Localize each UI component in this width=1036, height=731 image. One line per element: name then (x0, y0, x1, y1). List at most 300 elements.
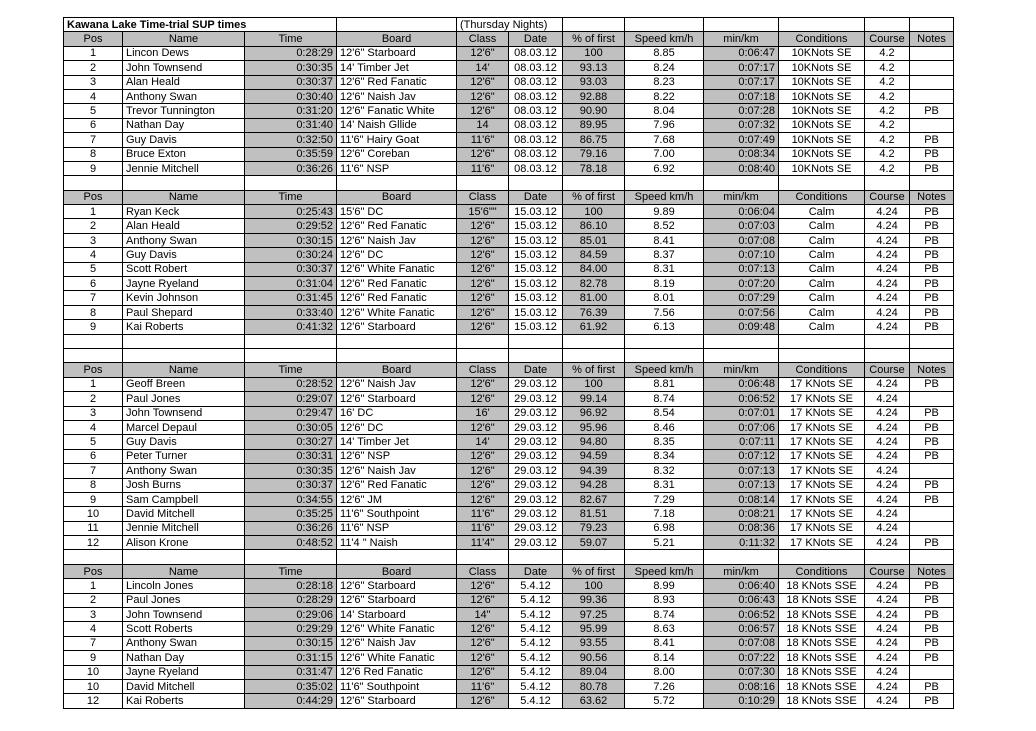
cell-course: 4.2 (865, 161, 910, 175)
spacer-row (64, 348, 954, 362)
cell-class: 12'6" (457, 579, 509, 593)
table-row (64, 262, 954, 276)
cell-course: 4.24 (865, 392, 910, 406)
cell-pct-first: 61.92 (563, 320, 625, 334)
cell-course: 4.24 (865, 233, 910, 247)
cell-board: 14' Timber Jet (337, 435, 457, 449)
cell-notes: PB (910, 449, 954, 463)
cell-date: 08.03.12 (509, 61, 563, 75)
cell-notes: PB (910, 133, 954, 147)
cell-min-per-km: 0:07:20 (704, 277, 779, 291)
cell-pos: 9 (64, 161, 123, 175)
cell-notes: PB (910, 161, 954, 175)
cell-pos: 2 (64, 392, 123, 406)
cell-speed: 8.93 (625, 593, 704, 607)
cell-pos: 1 (64, 579, 123, 593)
cell-pct-first: 79.16 (563, 147, 625, 161)
column-header-board: Board (337, 32, 457, 46)
cell-conditions: 18 KNots SSE (779, 579, 865, 593)
cell-board: 11'6" Southpoint (337, 507, 457, 521)
column-header-notes: Notes (910, 190, 954, 204)
column-header-pct-first: % of first (563, 564, 625, 578)
cell-date: 5.4.12 (509, 608, 563, 622)
cell-course: 4.24 (865, 579, 910, 593)
table-row (64, 277, 954, 291)
cell-course: 4.24 (865, 291, 910, 305)
table-row (64, 133, 954, 147)
cell-speed: 6.13 (625, 320, 704, 334)
cell-speed: 6.98 (625, 521, 704, 535)
cell-date: 15.03.12 (509, 248, 563, 262)
cell-speed: 9.89 (625, 205, 704, 219)
table-row (64, 89, 954, 103)
cell-course: 4.24 (865, 377, 910, 391)
cell-board: 12'6" Naish Jav (337, 464, 457, 478)
cell-notes: PB (910, 622, 954, 636)
cell-speed: 8.34 (625, 449, 704, 463)
cell-class: 12'6" (457, 277, 509, 291)
cell-date: 15.03.12 (509, 291, 563, 305)
table-row (64, 464, 954, 478)
cell-date: 29.03.12 (509, 464, 563, 478)
cell-time: 0:30:15 (245, 636, 337, 650)
cell-course: 4.24 (865, 262, 910, 276)
cell-notes (910, 392, 954, 406)
cell-speed: 8.00 (625, 665, 704, 679)
cell-conditions: 18 KNots SSE (779, 608, 865, 622)
cell-min-per-km: 0:07:28 (704, 104, 779, 118)
cell-course: 4.24 (865, 636, 910, 650)
column-header-date: Date (509, 190, 563, 204)
cell-speed: 8.37 (625, 248, 704, 262)
cell-board: 14' Timber Jet (337, 61, 457, 75)
cell-course: 4.24 (865, 449, 910, 463)
cell-class: 16' (457, 406, 509, 420)
cell-notes: PB (910, 305, 954, 319)
cell-time: 0:25:43 (245, 205, 337, 219)
cell-board: 16' DC (337, 406, 457, 420)
cell-course: 4.24 (865, 277, 910, 291)
cell-conditions: 18 KNots SSE (779, 679, 865, 693)
table-row (64, 305, 954, 319)
cell-pos: 3 (64, 233, 123, 247)
cell-pct-first: 81.00 (563, 291, 625, 305)
cell-class: 14 (457, 118, 509, 132)
cell-course: 4.24 (865, 420, 910, 434)
cell-class: 12'6" (457, 262, 509, 276)
cell-speed: 8.04 (625, 104, 704, 118)
cell-min-per-km: 0:09:48 (704, 320, 779, 334)
cell-time: 0:31:45 (245, 291, 337, 305)
cell-class: 12'6" (457, 46, 509, 60)
table-row (64, 579, 954, 593)
cell-date: 29.03.12 (509, 377, 563, 391)
cell-conditions: Calm (779, 262, 865, 276)
cell-speed: 7.68 (625, 133, 704, 147)
cell-class: 11'6" (457, 521, 509, 535)
cell-pct-first: 84.00 (563, 262, 625, 276)
cell-name: Alan Heald (123, 75, 245, 89)
cell-pos: 8 (64, 305, 123, 319)
cell-pos: 4 (64, 248, 123, 262)
cell-pct-first: 86.10 (563, 219, 625, 233)
cell-date: 15.03.12 (509, 305, 563, 319)
cell-time: 0:31:47 (245, 665, 337, 679)
cell-conditions: 10KNots SE (779, 118, 865, 132)
cell-speed: 8.19 (625, 277, 704, 291)
cell-notes (910, 118, 954, 132)
cell-notes: PB (910, 420, 954, 434)
cell-notes: PB (910, 248, 954, 262)
cell-speed: 7.56 (625, 305, 704, 319)
cell-pct-first: 82.67 (563, 492, 625, 506)
cell-pos: 3 (64, 75, 123, 89)
cell-speed: 7.00 (625, 147, 704, 161)
cell-pct-first: 63.62 (563, 694, 625, 708)
cell-class: 12'6" (457, 478, 509, 492)
cell-name: Jayne Ryeland (123, 277, 245, 291)
cell-class: 12'6" (457, 147, 509, 161)
cell-class: 12'6" (457, 377, 509, 391)
cell-pos: 1 (64, 46, 123, 60)
cell-course: 4.2 (865, 133, 910, 147)
cell-time: 0:31:20 (245, 104, 337, 118)
cell-name: Marcel Depaul (123, 420, 245, 434)
cell-notes: PB (910, 478, 954, 492)
table-row (64, 233, 954, 247)
cell-pct-first: 100 (563, 579, 625, 593)
cell-speed: 8.32 (625, 464, 704, 478)
cell-board: 12'6" Red Fanatic (337, 75, 457, 89)
cell-min-per-km: 0:06:52 (704, 608, 779, 622)
cell-notes: PB (910, 277, 954, 291)
cell-min-per-km: 0:07:17 (704, 61, 779, 75)
cell-name: David Mitchell (123, 679, 245, 693)
cell-date: 5.4.12 (509, 593, 563, 607)
cell-pct-first: 78.18 (563, 161, 625, 175)
cell-notes: PB (910, 291, 954, 305)
table-row (64, 406, 954, 420)
cell-date: 5.4.12 (509, 679, 563, 693)
table-row (64, 118, 954, 132)
cell-speed: 8.74 (625, 392, 704, 406)
cell-pos: 7 (64, 636, 123, 650)
column-header-class: Class (457, 564, 509, 578)
cell-course: 4.24 (865, 478, 910, 492)
cell-speed: 8.35 (625, 435, 704, 449)
cell-time: 0:31:40 (245, 118, 337, 132)
cell-class: 15'6"" (457, 205, 509, 219)
cell-notes: PB (910, 608, 954, 622)
cell-min-per-km: 0:10:29 (704, 694, 779, 708)
cell-pct-first: 100 (563, 377, 625, 391)
cell-pos: 4 (64, 622, 123, 636)
cell-course: 4.24 (865, 694, 910, 708)
cell-pos: 9 (64, 651, 123, 665)
cell-conditions: 17 KNots SE (779, 392, 865, 406)
cell-notes (910, 75, 954, 89)
cell-class: 11'6" (457, 161, 509, 175)
column-header-min-per-km: min/km (704, 363, 779, 377)
cell-notes: PB (910, 492, 954, 506)
cell-date: 5.4.12 (509, 665, 563, 679)
cell-board: 12'6" White Fanatic (337, 651, 457, 665)
cell-class: 11'6" (457, 507, 509, 521)
cell-min-per-km: 0:07:17 (704, 75, 779, 89)
cell-date: 29.03.12 (509, 435, 563, 449)
table-row (64, 694, 954, 708)
cell-notes: PB (910, 636, 954, 650)
cell-time: 0:30:24 (245, 248, 337, 262)
table-row (64, 536, 954, 550)
cell-pct-first: 59.07 (563, 536, 625, 550)
cell-pct-first: 84.59 (563, 248, 625, 262)
cell-speed: 8.63 (625, 622, 704, 636)
table-row (64, 492, 954, 506)
cell-board: 14' Naish Gllide (337, 118, 457, 132)
cell-pos: 5 (64, 262, 123, 276)
cell-class: 12'6" (457, 651, 509, 665)
cell-course: 4.24 (865, 507, 910, 521)
cell-conditions: 17 KNots SE (779, 521, 865, 535)
table-row (64, 593, 954, 607)
column-header-conditions: Conditions (779, 190, 865, 204)
cell-time: 0:30:40 (245, 89, 337, 103)
cell-conditions: 17 KNots SE (779, 464, 865, 478)
column-header-date: Date (509, 363, 563, 377)
cell-pct-first: 86.75 (563, 133, 625, 147)
cell-class: 12'6" (457, 392, 509, 406)
cell-notes (910, 521, 954, 535)
cell-class: 14' (457, 61, 509, 75)
sheet-subtitle: (Thursday Nights) (457, 18, 563, 32)
cell-name: Peter Turner (123, 449, 245, 463)
cell-name: Paul Jones (123, 392, 245, 406)
cell-name: Guy Davis (123, 435, 245, 449)
cell-conditions: 18 KNots SSE (779, 636, 865, 650)
cell-board: 11'6" Hairy Goat (337, 133, 457, 147)
column-header-class: Class (457, 190, 509, 204)
cell-name: Geoff Breen (123, 377, 245, 391)
cell-notes: PB (910, 104, 954, 118)
cell-conditions: 10KNots SE (779, 46, 865, 60)
cell-notes: PB (910, 435, 954, 449)
cell-class: 12'6" (457, 464, 509, 478)
cell-course: 4.24 (865, 205, 910, 219)
cell-time: 0:44:29 (245, 694, 337, 708)
cell-course: 4.2 (865, 104, 910, 118)
table-row (64, 449, 954, 463)
header-row (64, 564, 954, 578)
cell-course: 4.24 (865, 608, 910, 622)
table-row (64, 608, 954, 622)
cell-time: 0:35:02 (245, 679, 337, 693)
cell-time: 0:30:37 (245, 478, 337, 492)
cell-pct-first: 80.78 (563, 679, 625, 693)
cell-course: 4.24 (865, 248, 910, 262)
spacer-row (64, 550, 954, 564)
cell-board: 11'6" NSP (337, 521, 457, 535)
cell-speed: 7.96 (625, 118, 704, 132)
cell-name: Ryan Keck (123, 205, 245, 219)
cell-speed: 7.26 (625, 679, 704, 693)
cell-pct-first: 82.78 (563, 277, 625, 291)
cell-time: 0:29:07 (245, 392, 337, 406)
cell-conditions: Calm (779, 305, 865, 319)
cell-date: 15.03.12 (509, 320, 563, 334)
cell-min-per-km: 0:07:06 (704, 420, 779, 434)
cell-min-per-km: 0:07:29 (704, 291, 779, 305)
cell-speed: 8.52 (625, 219, 704, 233)
table-row (64, 679, 954, 693)
cell-notes: PB (910, 219, 954, 233)
cell-speed: 8.41 (625, 233, 704, 247)
cell-date: 08.03.12 (509, 89, 563, 103)
cell-notes: PB (910, 694, 954, 708)
cell-notes (910, 89, 954, 103)
column-header-date: Date (509, 564, 563, 578)
header-row (64, 32, 954, 46)
cell-board: 12'6" White Fanatic (337, 622, 457, 636)
cell-board: 12'6" Starboard (337, 46, 457, 60)
cell-pct-first: 99.14 (563, 392, 625, 406)
cell-min-per-km: 0:07:13 (704, 478, 779, 492)
table-row (64, 420, 954, 434)
cell-name: Anthony Swan (123, 89, 245, 103)
cell-time: 0:35:59 (245, 147, 337, 161)
cell-conditions: 10KNots SE (779, 133, 865, 147)
cell-name: Nathan Day (123, 651, 245, 665)
cell-speed: 7.18 (625, 507, 704, 521)
cell-pos: 9 (64, 492, 123, 506)
cell-conditions: 17 KNots SE (779, 435, 865, 449)
column-header-notes: Notes (910, 32, 954, 46)
cell-name: Paul Jones (123, 593, 245, 607)
cell-date: 15.03.12 (509, 219, 563, 233)
cell-time: 0:29:52 (245, 219, 337, 233)
cell-pct-first: 90.56 (563, 651, 625, 665)
cell-date: 15.03.12 (509, 233, 563, 247)
cell-min-per-km: 0:06:04 (704, 205, 779, 219)
column-header-speed: Speed km/h (625, 190, 704, 204)
cell-time: 0:36:26 (245, 161, 337, 175)
cell-course: 4.24 (865, 665, 910, 679)
cell-time: 0:34:55 (245, 492, 337, 506)
cell-conditions: 18 KNots SSE (779, 665, 865, 679)
cell-speed: 8.23 (625, 75, 704, 89)
cell-time: 0:31:04 (245, 277, 337, 291)
cell-pct-first: 100 (563, 205, 625, 219)
cell-conditions: 17 KNots SE (779, 536, 865, 550)
cell-pos: 4 (64, 420, 123, 434)
cell-pos: 2 (64, 61, 123, 75)
cell-min-per-km: 0:07:08 (704, 636, 779, 650)
cell-notes: PB (910, 593, 954, 607)
column-header-min-per-km: min/km (704, 564, 779, 578)
cell-min-per-km: 0:11:32 (704, 536, 779, 550)
cell-board: 12'6" JM (337, 492, 457, 506)
cell-name: Scott Roberts (123, 622, 245, 636)
cell-notes: PB (910, 679, 954, 693)
table-row (64, 636, 954, 650)
column-header-pos: Pos (64, 564, 123, 578)
cell-min-per-km: 0:07:22 (704, 651, 779, 665)
table-row (64, 435, 954, 449)
cell-notes: PB (910, 406, 954, 420)
column-header-pct-first: % of first (563, 190, 625, 204)
cell-name: Guy Davis (123, 248, 245, 262)
column-header-speed: Speed km/h (625, 32, 704, 46)
column-header-board: Board (337, 190, 457, 204)
cell-speed: 8.81 (625, 377, 704, 391)
cell-notes: PB (910, 262, 954, 276)
cell-date: 15.03.12 (509, 205, 563, 219)
cell-date: 29.03.12 (509, 536, 563, 550)
cell-date: 08.03.12 (509, 75, 563, 89)
column-header-conditions: Conditions (779, 564, 865, 578)
cell-pct-first: 93.13 (563, 61, 625, 75)
cell-class: 14' (457, 435, 509, 449)
cell-notes: PB (910, 147, 954, 161)
cell-board: 12'6" Starboard (337, 579, 457, 593)
cell-class: 12'6" (457, 75, 509, 89)
cell-date: 15.03.12 (509, 277, 563, 291)
cell-conditions: 10KNots SE (779, 61, 865, 75)
cell-course: 4.24 (865, 320, 910, 334)
cell-notes: PB (910, 377, 954, 391)
cell-time: 0:29:29 (245, 622, 337, 636)
cell-course: 4.2 (865, 147, 910, 161)
table-row (64, 147, 954, 161)
cell-min-per-km: 0:08:36 (704, 521, 779, 535)
cell-course: 4.24 (865, 521, 910, 535)
cell-notes (910, 464, 954, 478)
cell-pos: 2 (64, 593, 123, 607)
cell-name: Anthony Swan (123, 636, 245, 650)
cell-class: 12'6" (457, 665, 509, 679)
cell-pct-first: 90.90 (563, 104, 625, 118)
cell-pct-first: 94.39 (563, 464, 625, 478)
cell-class: 11'6" (457, 133, 509, 147)
cell-class: 12'6" (457, 305, 509, 319)
cell-conditions: 18 KNots SSE (779, 694, 865, 708)
cell-time: 0:28:52 (245, 377, 337, 391)
table-row (64, 104, 954, 118)
cell-pos: 10 (64, 507, 123, 521)
cell-name: Guy Davis (123, 133, 245, 147)
cell-speed: 5.21 (625, 536, 704, 550)
cell-board: 14' Starboard (337, 608, 457, 622)
table-row (64, 392, 954, 406)
cell-time: 0:28:29 (245, 46, 337, 60)
table-row (64, 665, 954, 679)
cell-pos: 2 (64, 219, 123, 233)
cell-conditions: 10KNots SE (779, 75, 865, 89)
cell-pct-first: 100 (563, 46, 625, 60)
cell-name: Trevor Tunnington (123, 104, 245, 118)
cell-conditions: 18 KNots SSE (779, 593, 865, 607)
cell-pct-first: 94.28 (563, 478, 625, 492)
cell-board: 12'6" DC (337, 420, 457, 434)
column-header-course: Course (865, 564, 910, 578)
cell-date: 15.03.12 (509, 262, 563, 276)
cell-min-per-km: 0:06:47 (704, 46, 779, 60)
cell-board: 12'6" NSP (337, 449, 457, 463)
cell-conditions: Calm (779, 219, 865, 233)
cell-name: Kevin Johnson (123, 291, 245, 305)
cell-time: 0:33:40 (245, 305, 337, 319)
cell-time: 0:29:06 (245, 608, 337, 622)
